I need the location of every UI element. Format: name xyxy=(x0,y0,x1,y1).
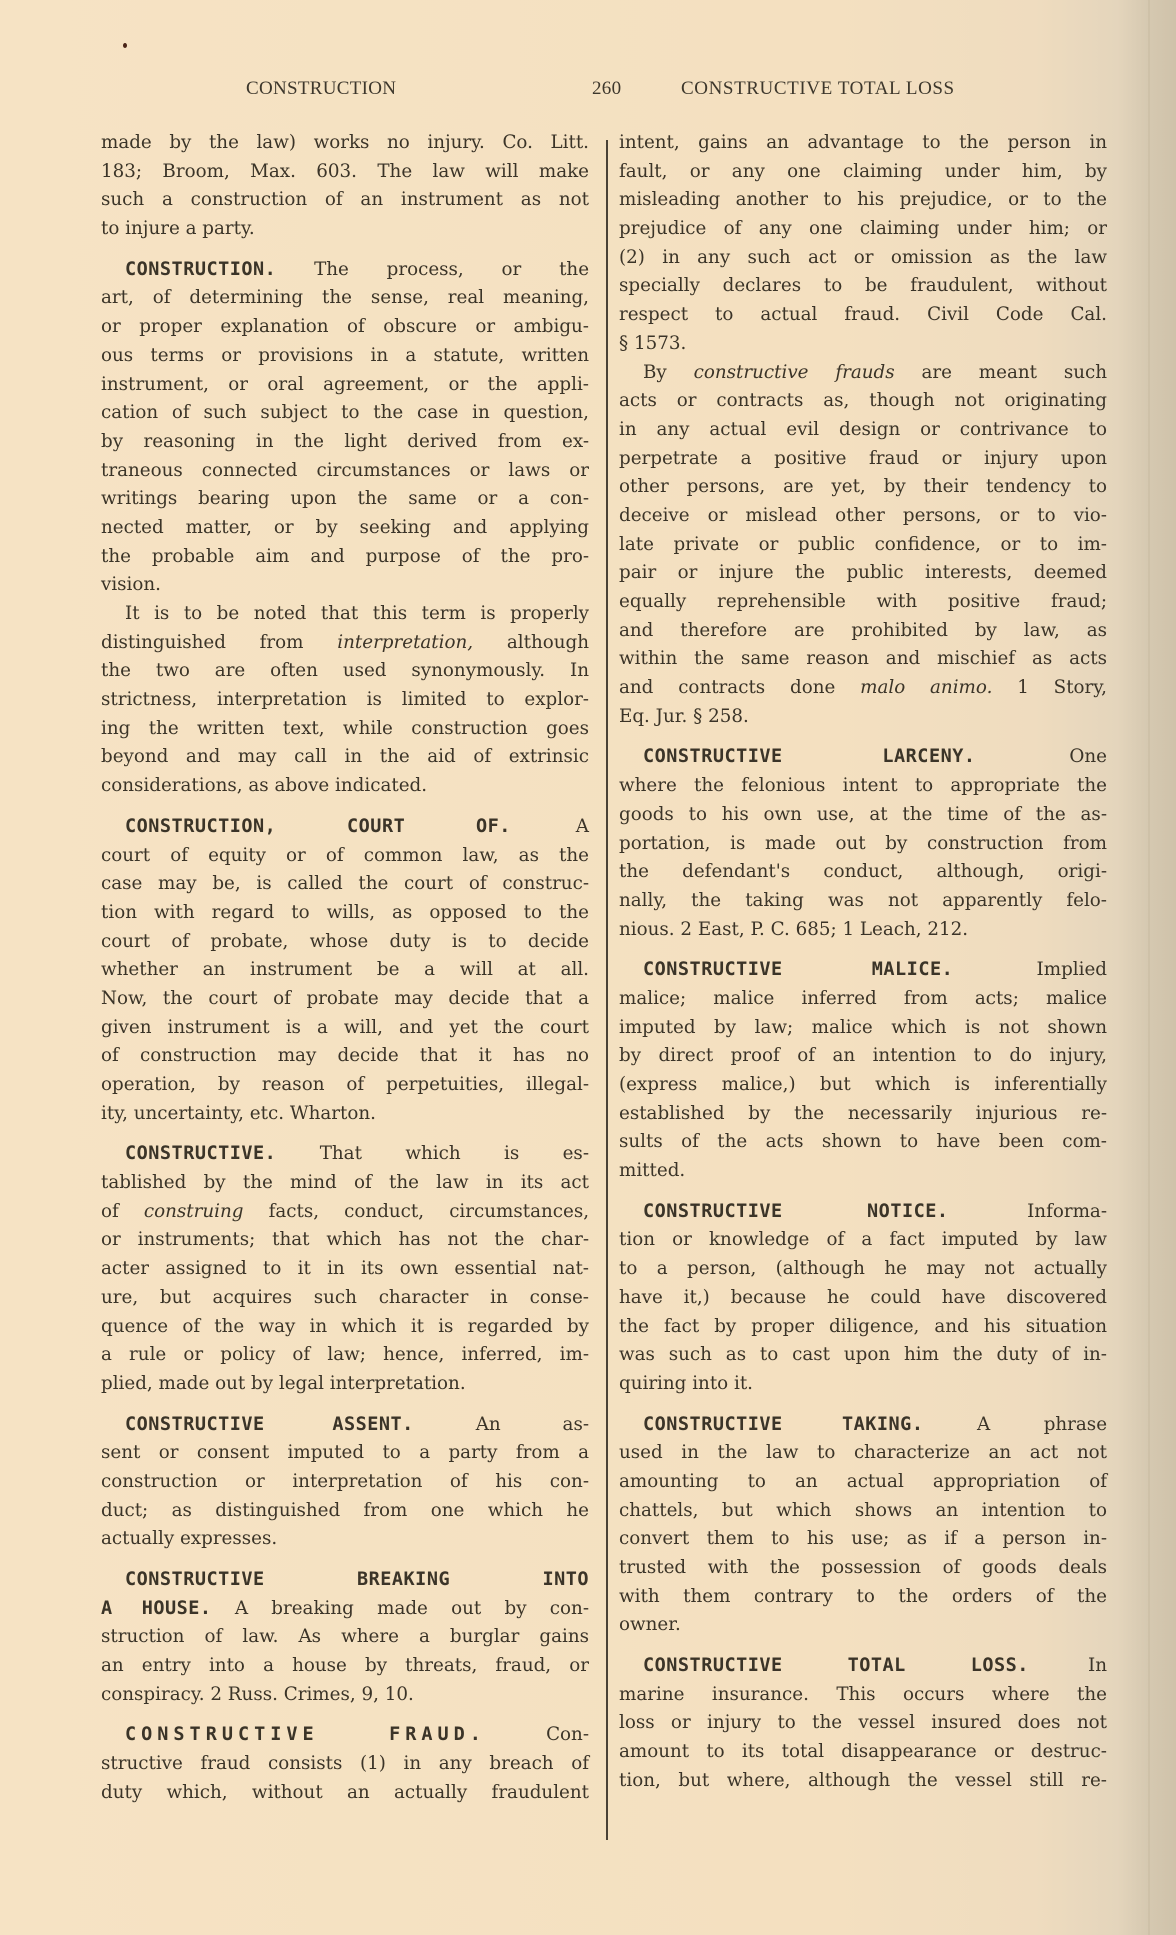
text-line: the probable aim and purpose of the pro- xyxy=(101,545,589,567)
entry-constructive-taking xyxy=(619,1411,1107,1641)
text-line: by direct proof of an intention to do injury, xyxy=(619,1045,1107,1067)
italic-term: construing xyxy=(143,1200,244,1222)
text-line: made by the law) works no injury. Co. Litt. xyxy=(101,132,589,153)
text-line: (2) in any such act or omission as the law xyxy=(619,246,1107,268)
text-line: ity, uncertainty, etc. Wharton. xyxy=(101,1102,376,1124)
entry-constructive-fraud xyxy=(101,1721,589,1807)
continuation-entry-constructive-fraud xyxy=(619,129,1107,731)
entry-constructive-total-loss xyxy=(619,1652,1107,1795)
text-line: used in the law to characterize an act not xyxy=(619,1442,1107,1464)
text-line: considerations, as above indicated. xyxy=(101,775,428,797)
entry-constructive-malice xyxy=(619,956,1107,1186)
headword: CONSTRUCTIVE BREAKING INTO xyxy=(125,1569,589,1590)
text-line: ous terms or provisions in a statute, written xyxy=(101,344,589,366)
guide-word-left: CONSTRUCTION xyxy=(246,78,397,99)
text-line: (express malice,) but which is inferentially xyxy=(619,1074,1107,1095)
text-line: duty which, without an actually fraudulent xyxy=(101,1781,589,1803)
text-line: chattels, but which shows an intention to xyxy=(619,1499,1107,1521)
text-line: convert them to his use; as if a person in- xyxy=(619,1528,1107,1550)
text-line: pair or injure the public interests, deemed xyxy=(619,562,1107,584)
text-line: to a person, (although he may not actually xyxy=(619,1258,1107,1280)
entry-constructive-larceny xyxy=(619,743,1107,944)
text-line: to injure a party. xyxy=(101,218,255,240)
text-line: misleading another to his prejudice, or to the xyxy=(619,189,1107,211)
text-line: vision. xyxy=(101,574,161,596)
headword: CONSTRUCTIVE MALICE. xyxy=(643,959,954,981)
left-column xyxy=(101,129,589,1808)
text-line: beyond and may call in the aid of extrinsic xyxy=(101,746,589,768)
text-line: an entry into a house by threats, fraud, or xyxy=(101,1655,589,1677)
entry-first-line: CONSTRUCTIVE. That which is es- xyxy=(125,1143,589,1165)
text-line: actually expresses. xyxy=(101,1528,278,1550)
entry-first-line: CONSTRUCTIVE LARCENY. One xyxy=(643,746,1107,768)
text-line: By constructive frauds are meant such xyxy=(643,361,1108,383)
page-number: 260 xyxy=(592,78,622,99)
entry-first-line: CONSTRUCTIVE FRAUD. Con- xyxy=(125,1724,590,1746)
guide-word-right: CONSTRUCTIVE TOTAL LOSS xyxy=(681,78,955,99)
text-line: acter assigned to it in its own essential nat- xyxy=(101,1258,589,1280)
text-line: owner. xyxy=(619,1614,681,1636)
text-line: Eq. Jur. § 258. xyxy=(619,705,749,727)
headword-continued: A HOUSE. xyxy=(101,1597,212,1619)
text-line: have it,) because he could have discovered xyxy=(619,1286,1107,1308)
headword: CONSTRUCTION, COURT OF. xyxy=(125,815,511,837)
text-line: 183; Broom, Max. 603. The law will make xyxy=(101,160,589,182)
text-line: given instrument is a will, and yet the court xyxy=(101,1016,589,1038)
entry-first-line: CONSTRUCTIVE ASSENT. An as- xyxy=(125,1413,590,1435)
text-line: prejudice of any one claiming under him; or xyxy=(619,218,1107,240)
text-line: respect to actual fraud. Civil Code Cal. xyxy=(619,304,1107,326)
text-line: specially declares to be fraudulent, without xyxy=(619,275,1107,297)
text-line: and therefore are prohibited by law, as xyxy=(619,619,1107,641)
headword: CONSTRUCTIVE LARCENY. xyxy=(643,746,976,768)
headword: CONSTRUCTIVE. xyxy=(125,1143,277,1165)
text-line: It is to be noted that this term is properly xyxy=(125,603,589,624)
text-line: § 1573. xyxy=(619,332,687,354)
entry-first-line: CONSTRUCTIVE NOTICE. Informa- xyxy=(643,1200,1107,1222)
text-line: trusted with the possession of goods deals xyxy=(619,1557,1107,1578)
text-line: perpetrate a positive fraud or injury upon xyxy=(619,447,1107,469)
text-line: distinguished from interpretation, although xyxy=(101,631,589,653)
text-line: instrument, or oral agreement, or the appli- xyxy=(101,373,589,395)
headword: CONSTRUCTIVE TAKING. xyxy=(643,1413,924,1435)
text-line: imputed by law; malice which is not shown xyxy=(619,1016,1107,1038)
headword: CONSTRUCTIVE FRAUD. xyxy=(125,1724,486,1746)
text-line: duct; as distinguished from one which he xyxy=(101,1499,589,1521)
italic-term: interpretation, xyxy=(337,631,474,653)
entry-constructive-notice xyxy=(619,1198,1107,1399)
text-line: with them contrary to the orders of the xyxy=(619,1585,1107,1607)
text-line: where the felonious intent to appropriate the xyxy=(619,775,1107,797)
text-line: was such as to cast upon him the duty of in- xyxy=(619,1344,1107,1366)
text-line: conspiracy. 2 Russ. Crimes, 9, 10. xyxy=(101,1683,414,1705)
column-divider xyxy=(606,140,608,1840)
text-line: the two are often used synonymously. In xyxy=(101,660,589,682)
text-line: tablished by the mind of the law in its act xyxy=(101,1172,589,1194)
headword: CONSTRUCTIVE NOTICE. xyxy=(643,1200,949,1222)
entry-first-line: CONSTRUCTIVE TAKING. A phrase xyxy=(643,1413,1108,1435)
text-line: late private or public confidence, or to im- xyxy=(619,533,1107,555)
text-line: tion with regard to wills, as opposed to the xyxy=(101,901,589,923)
text-line: operation, by reason of perpetuities, illegal- xyxy=(101,1074,589,1095)
text-line: in any actual evil design or contrivance to xyxy=(619,418,1107,440)
text-line: deceive or mislead other persons, or to vio- xyxy=(619,504,1107,526)
text-line: sults of the acts shown to have been com- xyxy=(619,1131,1107,1153)
text-line: or proper explanation of obscure or ambigu- xyxy=(101,316,589,338)
text-line: established by the necessarily injurious re- xyxy=(619,1102,1107,1124)
text-line: Now, the court of probate may decide that a xyxy=(101,987,589,1009)
italic-term: constructive frauds xyxy=(693,361,895,383)
binding-gutter xyxy=(1148,0,1150,1935)
text-line: A HOUSE. A breaking made out by con- xyxy=(101,1597,589,1619)
text-line: court of probate, whose duty is to decide xyxy=(101,930,589,952)
text-line: the defendant's conduct, although, origi- xyxy=(619,861,1107,883)
text-line: court of equity or of common law, as the xyxy=(101,844,589,866)
entry-first-line: CONSTRUCTION, COURT OF. A xyxy=(125,815,589,837)
entry-first-line: CONSTRUCTIVE MALICE. Implied xyxy=(643,959,1107,981)
continuation-entry xyxy=(101,129,589,244)
text-line: traneous connected circumstances or laws or xyxy=(101,459,589,481)
text-line: tion, but where, although the vessel still re- xyxy=(619,1769,1107,1791)
entry-construction xyxy=(101,256,589,801)
text-line: the fact by proper diligence, and his situation xyxy=(619,1315,1107,1337)
text-line: plied, made out by legal interpretation. xyxy=(101,1372,466,1394)
text-line: quiring into it. xyxy=(619,1372,753,1394)
text-line: goods to his own use, at the time of the as- xyxy=(619,803,1107,825)
entry-first-line: CONSTRUCTIVE TOTAL LOSS. In xyxy=(643,1655,1108,1677)
text-line: strictness, interpretation is limited to explor- xyxy=(101,689,589,711)
text-line: other persons, are yet, by their tendency to xyxy=(619,476,1107,498)
text-line: amounting to an actual appropriation of xyxy=(619,1470,1107,1492)
text-line: of construction may decide that it has no xyxy=(101,1045,589,1067)
text-line: struction of law. As where a burglar gains xyxy=(101,1626,589,1648)
entry-constructive-assent xyxy=(101,1411,589,1554)
text-line: intent, gains an advantage to the person in xyxy=(619,132,1107,153)
text-line: such a construction of an instrument as not xyxy=(101,189,589,211)
headword: CONSTRUCTIVE TOTAL LOSS. xyxy=(643,1655,1029,1677)
text-line: ure, but acquires such character in conse- xyxy=(101,1286,589,1308)
text-line: by reasoning in the light derived from ex- xyxy=(101,430,589,452)
text-line: or instruments; that which has not the char- xyxy=(101,1229,589,1251)
text-line: mitted. xyxy=(619,1160,686,1182)
text-line: construction or interpretation of his con- xyxy=(101,1470,589,1492)
text-line: marine insurance. This occurs where the xyxy=(619,1683,1107,1705)
text-line: equally reprehensible with positive fraud; xyxy=(619,591,1107,612)
text-line: sent or consent imputed to a party from a xyxy=(101,1442,589,1464)
text-line: fault, or any one claiming under him, by xyxy=(619,160,1107,182)
text-line: cation of such subject to the case in question, xyxy=(101,402,589,424)
text-line: quence of the way in which it is regarded by xyxy=(101,1315,589,1337)
ink-speck xyxy=(123,43,127,48)
text-line: ing the written text, while construction goes xyxy=(101,717,589,739)
text-line: art, of determining the sense, real meaning, xyxy=(101,287,589,309)
text-line: case may be, is called the court of construc- xyxy=(101,873,589,895)
text-line: and contracts done malo animo. 1 Story, xyxy=(619,677,1107,699)
entry-first-line: CONSTRUCTION. The process, or the xyxy=(125,258,590,280)
text-line: writings bearing upon the same or a con- xyxy=(101,488,589,510)
text-line: amount to its total disappearance or destruc- xyxy=(619,1741,1107,1763)
text-line: within the same reason and mischief as acts xyxy=(619,648,1107,670)
text-line: loss or injury to the vessel insured does not xyxy=(619,1712,1107,1734)
text-line: of construing facts, conduct, circumstances, xyxy=(101,1200,590,1222)
italic-term: malo animo. xyxy=(860,677,993,699)
text-line: whether an instrument be a will at all. xyxy=(101,959,589,981)
text-line: nious. 2 East, P. C. 685; 1 Leach, 212. xyxy=(619,918,969,940)
right-column xyxy=(619,129,1107,1796)
headword: CONSTRUCTIVE ASSENT. xyxy=(125,1413,414,1435)
text-line: structive fraud consists (1) in any breach of xyxy=(101,1753,589,1775)
text-line: nally, the taking was not apparently felo- xyxy=(619,889,1107,911)
text-line: portation, is made out by construction from xyxy=(619,832,1107,854)
entry-first-line xyxy=(101,1566,589,1595)
text-line: a rule or policy of law; hence, inferred, im- xyxy=(101,1344,589,1366)
text-line: malice; malice inferred from acts; malice xyxy=(619,987,1107,1009)
text-line: tion or knowledge of a fact imputed by law xyxy=(619,1229,1107,1251)
entry-constructive xyxy=(101,1140,589,1398)
text-line: nected matter, or by seeking and applying xyxy=(101,516,589,538)
entry-construction-court-of xyxy=(101,813,589,1129)
headword: CONSTRUCTION. xyxy=(125,258,277,280)
text-line: acts or contracts as, though not originating xyxy=(619,390,1107,412)
entry-constructive-breaking-into-a-house xyxy=(101,1566,589,1709)
